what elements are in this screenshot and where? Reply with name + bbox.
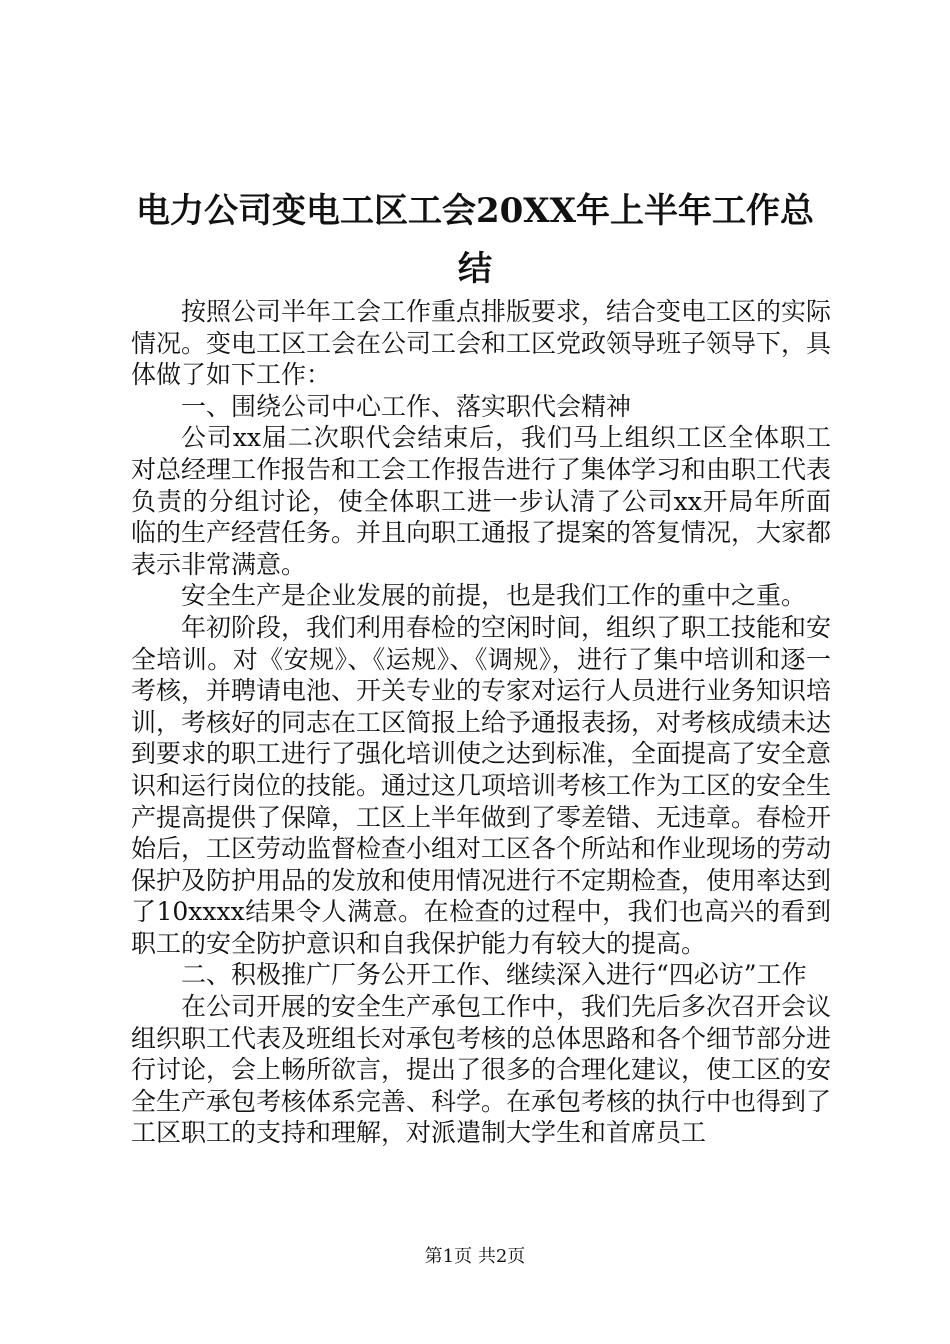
section-heading-2: 二、积极推广厂务公开工作、继续深入进行“四必访”工作 xyxy=(181,960,807,990)
section-heading-1: 一、围绕公司中心工作、落实职代会精神 xyxy=(181,391,632,421)
paragraph-safety-statement: 安全生产是企业发展的前提，也是我们工作的重中之重。 xyxy=(181,581,807,611)
document-body xyxy=(131,296,831,1149)
page-footer: 第1页 共2页 xyxy=(424,1246,526,1267)
paragraph-congress: 公司xx届二次职代会结束后，我们马上组织工区全体职工对总经理工作报告和工会工作报告进行了集体学习和由职工代表负责的分组讨论，使全体职工进一步认清了公司xx开局年所面临的生产经营任务。并且向职工通报了提案的答复情况，大家都表示非常满意。 xyxy=(131,423,832,579)
paragraph-training: 年初阶段，我们利用春检的空闲时间，组织了职工技能和安全培训。对《安规》、《运规》、《调规》，进行了集中培训和逐一考核，并聘请电池、开关专业的专家对运行人员进行业务知识培训，考核好的同志在工区简报上给予通报表扬，对考核成绩未达到要求的职工进行了强化培训使之达到标准，全面提高了安全意识和运行岗位的技能。通过这几项培训考核工作为工区的安全生产提高提供了保障，工区上半年做到了零差错、无违章。春检开始后，工区劳动监督检查小组对工区各个所站和作业现场的劳动保护及防护用品的发放和使用情况进行不定期检查，使用率达到了10xxxx结果令人满意。在检查的过程中，我们也高兴的看到职工的安全防护意识和自我保护能力有较大的提高。 xyxy=(131,612,832,958)
document-title: 电力公司变电工区工会20XX年上半年工作总结 xyxy=(135,191,815,289)
paragraph-contracting: 在公司开展的安全生产承包工作中，我们先后多次召开会议组织职工代表及班组长对承包考核的总体思路和各个细节部分进行讨论，会上畅所欲言，提出了很多的合理化建议，使工区的安全生产承包考核体系完善、科学。在承包考核的执行中也得到了工区职工的支持和理解，对派遣制大学生和首席员工 xyxy=(131,992,832,1148)
paragraph-intro: 按照公司半年工会工作重点排版要求，结合变电工区的实际情况。变电工区工会在公司工会和工区党政领导班子领导下，具体做了如下工作： xyxy=(131,297,832,390)
